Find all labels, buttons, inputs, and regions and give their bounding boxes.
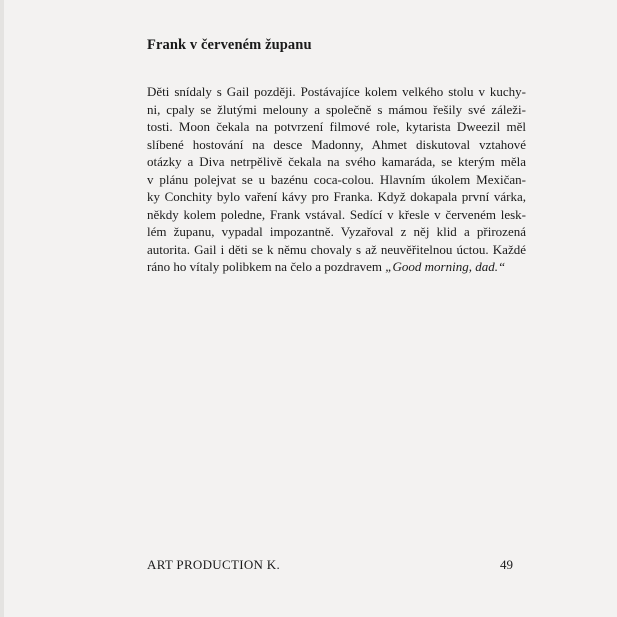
text-line: slíbené hostování na desce Madonny, Ahmet diskutoval vztahové <box>147 136 526 152</box>
greeting-quote: „Good morning, dad.“ <box>385 259 506 274</box>
text-line: tosti. Moon čekala na potvrzení filmové role, kytarista Dweezil měl <box>147 119 526 134</box>
text-line: otázky a Diva netrpělivě čekala na svého kamaráda, se kterým měla <box>147 154 526 169</box>
last-line-text: ráno ho vítaly polibkem na čelo a pozdravem <box>147 259 386 274</box>
text-line: Děti snídaly s Gail později. Postávajíce kolem velkého stolu v kuchy- <box>147 84 526 99</box>
page-number: 49 <box>500 557 513 572</box>
text-line: někdy kolem poledne, Frank vstával. Sedící v křesle v červeném lesk- <box>147 206 526 222</box>
page-edge <box>0 0 4 617</box>
text-line: v plánu polejvat se u bazénu coca-colou. Hlavním úkolem Mexičan- <box>147 171 526 187</box>
text-line: autorita. Gail i děti se k němu chovaly s až neuvěřitelnou úctou. Každé <box>147 241 526 257</box>
body-paragraph <box>147 83 526 276</box>
text-line: ni, cpaly se žlutými melouny a společně s mámou řešily své záleži- <box>147 101 526 117</box>
footer-publisher: ART PRODUCTION K. <box>147 557 281 572</box>
chapter-title: Frank v červeném županu <box>147 37 312 53</box>
text-line: lém županu, vypadal impozantně. Vyzařoval z něj klid a přirozená <box>147 224 526 239</box>
text-line-last <box>147 258 526 276</box>
text-line: ky Conchity bylo vaření kávy pro Franka. Když dokapala první várka, <box>147 189 526 204</box>
